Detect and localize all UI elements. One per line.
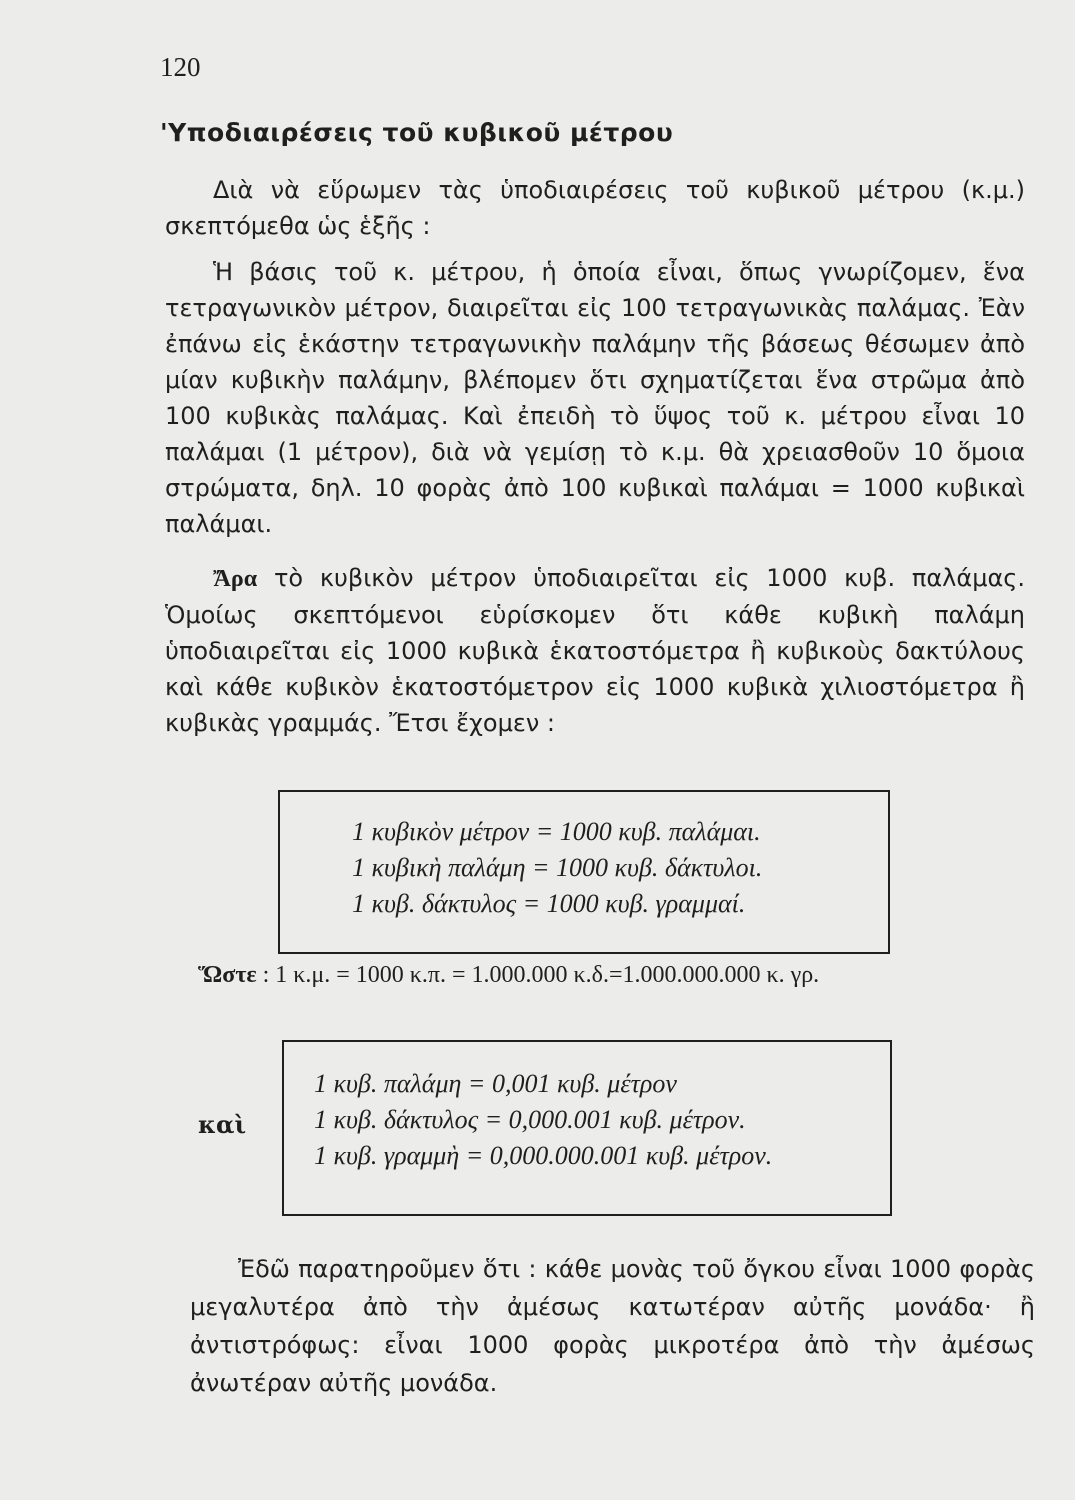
decimal-relations-box: [282, 1040, 892, 1216]
explanation-paragraph: [165, 254, 1025, 542]
closing-text: Ἐδῶ παρατηροῦμεν ὅτι : κάθε μονὰς τοῦ ὄγκου εἶναι 1000 φορὰς μεγαλυτέρα ἀπὸ τὴν ἀμέσως κατωτέραν αὐτῆς μονάδα· ἢ ἀντιστρόφως: εἶναι 1000 φορὰς μικροτέρα ἀπὸ τὴν ἀμέσως ἀνωτέραν αὐτῆς μονάδα.: [190, 1255, 1035, 1397]
unit-relation-row: 1 κυβικὴ παλάμη = 1000 κυβ. δάκτυλοι.: [352, 853, 763, 882]
decimal-relation-row: 1 κυβ. παλάμη = 0,001 κυβ. μέτρον: [314, 1069, 677, 1098]
section-title: 'Υποδιαιρέσεις τοῦ κυβικοῦ μέτρου: [160, 118, 674, 147]
decimal-relation-row: 1 κυβ. δάκτυλος = 0,000.001 κυβ. μέτρον.: [314, 1105, 746, 1134]
unit-relations-box: [278, 790, 890, 954]
conclusion-paragraph: [165, 560, 1025, 741]
kai-label: καὶ: [198, 1110, 247, 1139]
closing-paragraph: [190, 1250, 1035, 1402]
intro-text: Διὰ νὰ εὕρωμεν τὰς ὑποδιαιρέσεις τοῦ κυβικοῦ μέτρου (κ.μ.) σκεπτόμεθα ὡς ἑξῆς :: [165, 176, 1025, 240]
equivalence-text: : 1 κ.μ. = 1000 κ.π. = 1.000.000 κ.δ.=1.000.000.000 κ. γρ.: [262, 962, 820, 988]
page-number: 120: [160, 52, 201, 82]
intro-paragraph: [165, 172, 1025, 244]
unit-relation-row: 1 κυβ. δάκτυλος = 1000 κυβ. γραμμαί.: [352, 889, 746, 918]
equivalence-line: [198, 962, 819, 989]
unit-relation-row: 1 κυβικὸν μέτρον = 1000 κυβ. παλάμαι.: [352, 817, 761, 846]
ara-word: Ἄρα: [213, 566, 258, 592]
decimal-relation-row: 1 κυβ. γραμμὴ = 0,000.000.001 κυβ. μέτρον.: [314, 1141, 773, 1170]
unit-relations-list: [352, 814, 762, 922]
oste-word: Ὥστε: [198, 962, 257, 988]
decimal-relations-list: [314, 1066, 772, 1174]
conclusion-text: τὸ κυβικὸν μέτρον ὑποδιαιρεῖται εἰς 1000 κυβ. παλάμας. Ὁμοίως σκεπτόμενοι εὑρίσκομεν ὅτι κάθε κυβικὴ παλάμη ὑποδιαιρεῖται εἰς 1000 κυβικὰ ἑκατοστόμετρα ἢ κυβικοὺς δακτύλους καὶ κάθε κυβικὸν ἑκατοστόμετρον εἰς 1000 κυβικὰ χιλιοστόμετρα ἢ κυβικὰς γραμμάς. Ἔτσι ἔχομεν :: [165, 564, 1025, 737]
explanation-text: Ἡ βάσις τοῦ κ. μέτρου, ἡ ὁποία εἶναι, ὅπως γνωρίζομεν, ἕνα τετραγωνικὸν μέτρον, διαιρεῖται εἰς 100 τετραγωνικὰς παλάμας. Ἐὰν ἐπάνω εἰς ἑκάστην τετραγωνικὴν παλάμην τῆς βάσεως θέσωμεν ἀπὸ μίαν κυβικὴν παλάμην, βλέπομεν ὅτι σχηματίζεται ἕνα στρῶμα ἀπὸ 100 κυβικὰς παλάμας. Καὶ ἐπειδὴ τὸ ὕψος τοῦ κ. μέτρου εἶναι 10 παλάμαι (1 μέτρον), διὰ νὰ γεμίσῃ τὸ κ.μ. θὰ χρειασθοῦν 10 ὅμοια στρώματα, δηλ. 10 φορὰς ἀπὸ 100 κυβικαὶ παλάμαι = 1000 κυβικαὶ παλάμαι.: [165, 258, 1025, 538]
